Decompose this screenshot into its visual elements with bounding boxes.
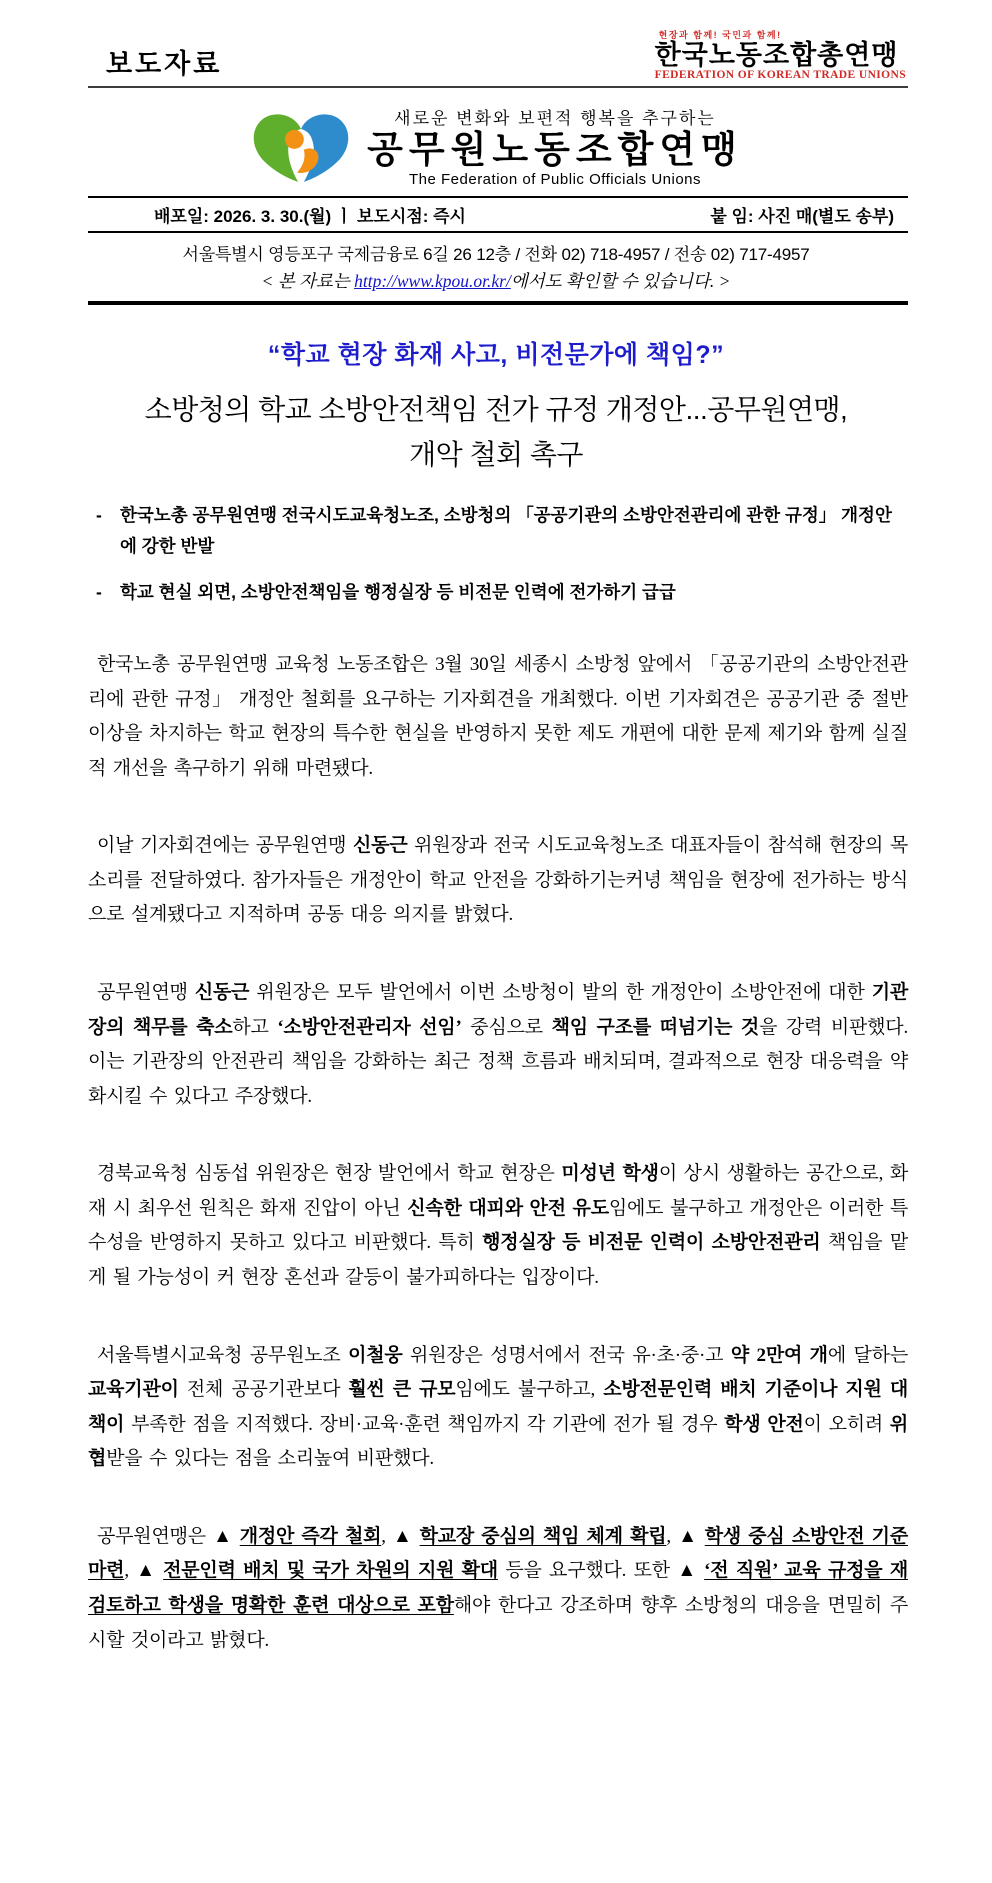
body-paragraph: 경북교육청 심동섭 위원장은 현장 발언에서 학교 현장은 미성년 학생이 상시 생활하는 공간으로, 화재 시 최우선 원칙은 화재 진압이 아닌 신속한 대피와 안전 유도임에도 불구하고 개정안은 이러한 특수성을 반영하지 못하고 있다고 비판했다. 특히 행정실장 등 비전문 인력이 소방안전관리 책임을 맡게 될 가능성이 커 현장 혼선과 갈등이 불가피하다는 입장이다. <box>88 1163 909 1289</box>
subpoint-text: 한국노총 공무원연맹 전국시도교육청노조, 소방청의 「공공기관의 소방안전관리에 관한 규정」 개정안에 강한 반발 <box>120 504 892 556</box>
availability-note <box>0 268 992 293</box>
distribution-info-bar <box>88 196 908 233</box>
org-banner <box>0 104 992 187</box>
article-body <box>88 648 908 1658</box>
body-paragraph: 공무원연맹은 ▲ 개정안 즉각 철회, ▲ 학교장 중심의 책임 체계 확립, ▲ 학생 중심 소방안전 기준 마련, ▲ 전문인력 배치 및 국가 차원의 지원 확대 등을 요구했다. 또한 ▲ ‘전 직원’ 교육 규정을 재검토하고 학생을 명확한 훈련 대상으로 포함해야 한다고 강조하며 향후 소방청의 대응을 면밀히 주시할 것이라고 밝혔다. <box>88 1525 908 1651</box>
body-divider <box>88 301 908 305</box>
body-paragraph: 공무원연맹 신동근 위원장은 모두 발언에서 이번 소방청이 발의 한 개정안이 소방안전에 대한 기관장의 책무를 축소하고 ‘소방안전관리자 선임’ 중심으로 책임 구조를 떠넘기는 것을 강력 비판했다. 이는 기관장의 안전관리 책임을 강화하는 최근 정책 흐름과 배치되며, 결과적으로 현장 대응력을 약화시킬 수 있다고 주장했다. <box>88 981 909 1107</box>
title-line-2: 개악 철회 촉구 <box>409 439 583 471</box>
org-name: 공무원노동조합연맹 <box>367 129 743 171</box>
note-prefix: < 본 자료는 <box>261 270 355 291</box>
attachment-note: 붙 임: 사진 매(별도 송부) <box>710 206 894 226</box>
kftu-name: 한국노동조합총연맹 <box>654 40 899 70</box>
subpoint-item <box>96 500 898 562</box>
letterhead <box>88 28 908 81</box>
doc-type-label: 보도자료 <box>106 49 223 79</box>
kftu-slogan: 현장과 함께! 국민과 함께! <box>658 30 782 40</box>
contact-address: 서울특별시 영등포구 국제금융로 6길 26 12층 / 전화 02) 718-4957 / 전송 02) 717-4957 <box>182 244 810 264</box>
header-divider <box>88 86 908 88</box>
org-tagline: 새로운 변화와 보편적 행복을 추구하는 <box>394 109 716 129</box>
kpou-heart-logo-icon <box>249 108 353 184</box>
kftu-name-en: FEDERATION OF KOREAN TRADE UNIONS <box>654 69 906 82</box>
dash-marker: - <box>96 581 102 602</box>
page-title <box>30 387 962 478</box>
note-suffix: 에서도 확인할 수 있습니다. > <box>510 270 731 291</box>
body-paragraph: 한국노총 공무원연맹 교육청 노동조합은 3월 30일 세종시 소방청 앞에서 「공공기관의 소방안전관리에 관한 규정」 개정안 철회를 요구하는 기자회견을 개최했다. 이번 기자회견은 공공기관 중 절반 이상을 차지하는 학교 현장의 특수한 현실을 반영하지 못한 제도 개편에 대한 문제 제기와 함께 실질적 개선을 촉구하기 위해 마련됐다. <box>88 653 908 779</box>
title-line-1: 소방청의 학교 소방안전책임 전가 규정 개정안...공무원연맹, <box>144 393 848 425</box>
subpoint-list <box>96 500 898 608</box>
org-text-block <box>367 104 743 187</box>
subpoint-text: 학교 현실 외면, 소방안전책임을 행정실장 등 비전문 인력에 전가하기 급급 <box>120 581 676 602</box>
headline-quote: “학교 현장 화재 사고, 비전문가에 책임?” <box>267 340 725 369</box>
body-paragraph: 서울특별시교육청 공무원노조 이철웅 위원장은 성명서에서 전국 유·초·중·고 약 2만여 개에 달하는 교육기관이 전체 공공기관보다 훨씬 큰 규모임에도 불구하고, 소방전문인력 배치 기준이나 지원 대책이 부족한 점을 지적했다. 장비·교육·훈련 책임까지 각 기관에 전가 될 경우 학생 안전이 오히려 위협받을 수 있다는 점을 소리높여 비판했다. <box>88 1344 909 1470</box>
kpou-url-link[interactable]: http://www.kpou.or.kr/ <box>354 270 511 291</box>
body-paragraph: 이날 기자회견에는 공무원연맹 신동근 위원장과 전국 시도교육청노조 대표자들이 참석해 현장의 목소리를 전달하였다. 참가자들은 개정안이 학교 안전을 강화하기는커녕 책임을 현장에 전가하는 방식으로 설계됐다고 지적하며 공동 대응 의지를 밝혔다. <box>88 835 909 926</box>
kftu-logo-block <box>655 28 908 81</box>
org-name-en: The Federation of Public Officials Unions <box>408 170 702 188</box>
subpoint-item <box>96 577 898 608</box>
release-date-and-time: 배포일: 2026. 3. 30.(월) ㅣ 보도시점: 즉시 <box>154 206 466 226</box>
dash-marker: - <box>96 504 102 525</box>
